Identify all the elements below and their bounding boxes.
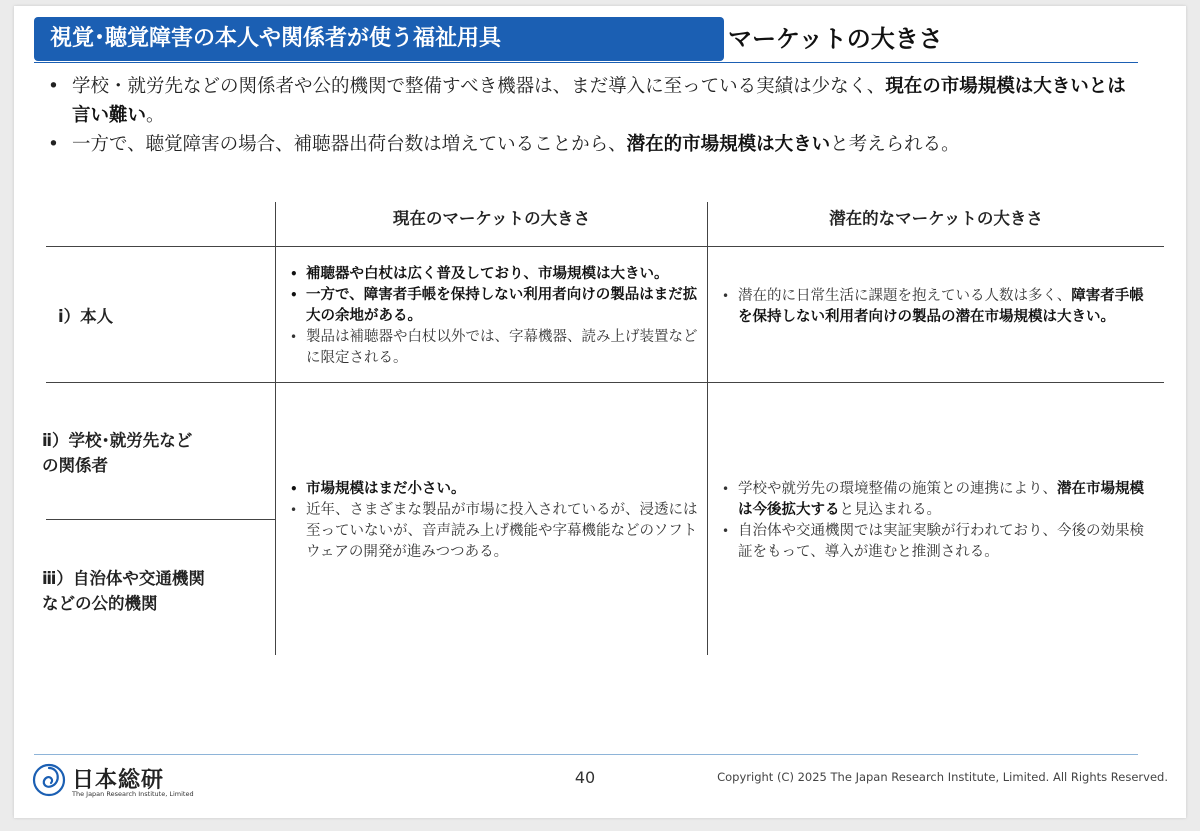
intro-bullet: • 一方で、聴覚障害の場合、補聴器出荷台数は増えていることから、潜在的市場規模は大きいと考えられる。 — [46, 130, 1126, 159]
row-label-self: ⅰ）本人 — [58, 307, 114, 326]
table-row-rule — [46, 382, 1164, 383]
cell-school-public-current — [284, 479, 702, 563]
col-header-potential: 潜在的なマーケットの大きさ — [829, 209, 1043, 228]
cell-school-public-potential — [716, 479, 1148, 563]
list-item: • 潜在的に日常生活に課題を抱えている人数は多く、障害者手帳を保持しない利用者向けの製品の潜在市場規模は大きい。 — [716, 286, 1148, 328]
list-item: • 一方で、障害者手帳を保持しない利用者向けの製品はまだ拡大の余地がある。 — [284, 285, 702, 327]
table-row-rule — [46, 519, 275, 520]
col-header-current: 現在のマーケットの大きさ — [392, 209, 591, 228]
table-col-divider — [707, 202, 708, 655]
row-label-public: ⅲ）自治体や交通機関 などの公的機関 — [42, 569, 205, 613]
list-item: • 製品は補聴器や白杖以外では、字幕機器、読み上げ装置などに限定される。 — [284, 327, 702, 369]
logo-swirl-icon — [32, 762, 66, 798]
logo-english-name: The Japan Research Institute, Limited — [72, 790, 194, 798]
cell-self-potential — [716, 286, 1148, 328]
table-col-divider — [275, 202, 276, 655]
title-divider — [34, 62, 1138, 63]
row-label-school: ⅱ）学校･就労先など の関係者 — [42, 431, 193, 475]
company-logo — [32, 762, 192, 802]
copyright-text: Copyright (C) 2025 The Japan Research Institute, Limited. All Rights Reserved. — [717, 770, 1168, 784]
list-item: • 補聴器や白杖は広く普及しており、市場規模は大きい。 — [284, 264, 702, 285]
intro-bullet: • 学校・就労先などの関係者や公的機関で整備すべき機器は、まだ導入に至っている実績は少なく、現在の市場規模は大きいとは言い難い。 — [46, 72, 1126, 130]
page-subtitle: マーケットの大きさ — [728, 25, 943, 53]
list-item: • 学校や就労先の環境整備の施策との連携により、潜在市場規模は今後拡大すると見込まれる。 — [716, 479, 1148, 521]
list-item: • 近年、さまざまな製品が市場に投入されているが、浸透には至っていないが、音声読み上げ機能や字幕機能などのソフトウェアの開発が進みつつある。 — [284, 500, 702, 563]
list-item: • 市場規模はまだ小さい。 — [284, 479, 702, 500]
cell-self-current — [284, 264, 702, 369]
page-title: 視覚･聴覚障害の本人や関係者が使う福祉用具 — [34, 17, 724, 61]
page-number: 40 — [574, 768, 596, 787]
table-header-rule — [46, 246, 1164, 247]
logo-name: 日本総研 — [72, 768, 165, 793]
list-item: • 自治体や交通機関では実証実験が行われており、今後の効果検証をもって、導入が進むと推測される。 — [716, 521, 1148, 563]
intro-bullets — [46, 72, 1126, 159]
footer-divider — [34, 754, 1138, 755]
